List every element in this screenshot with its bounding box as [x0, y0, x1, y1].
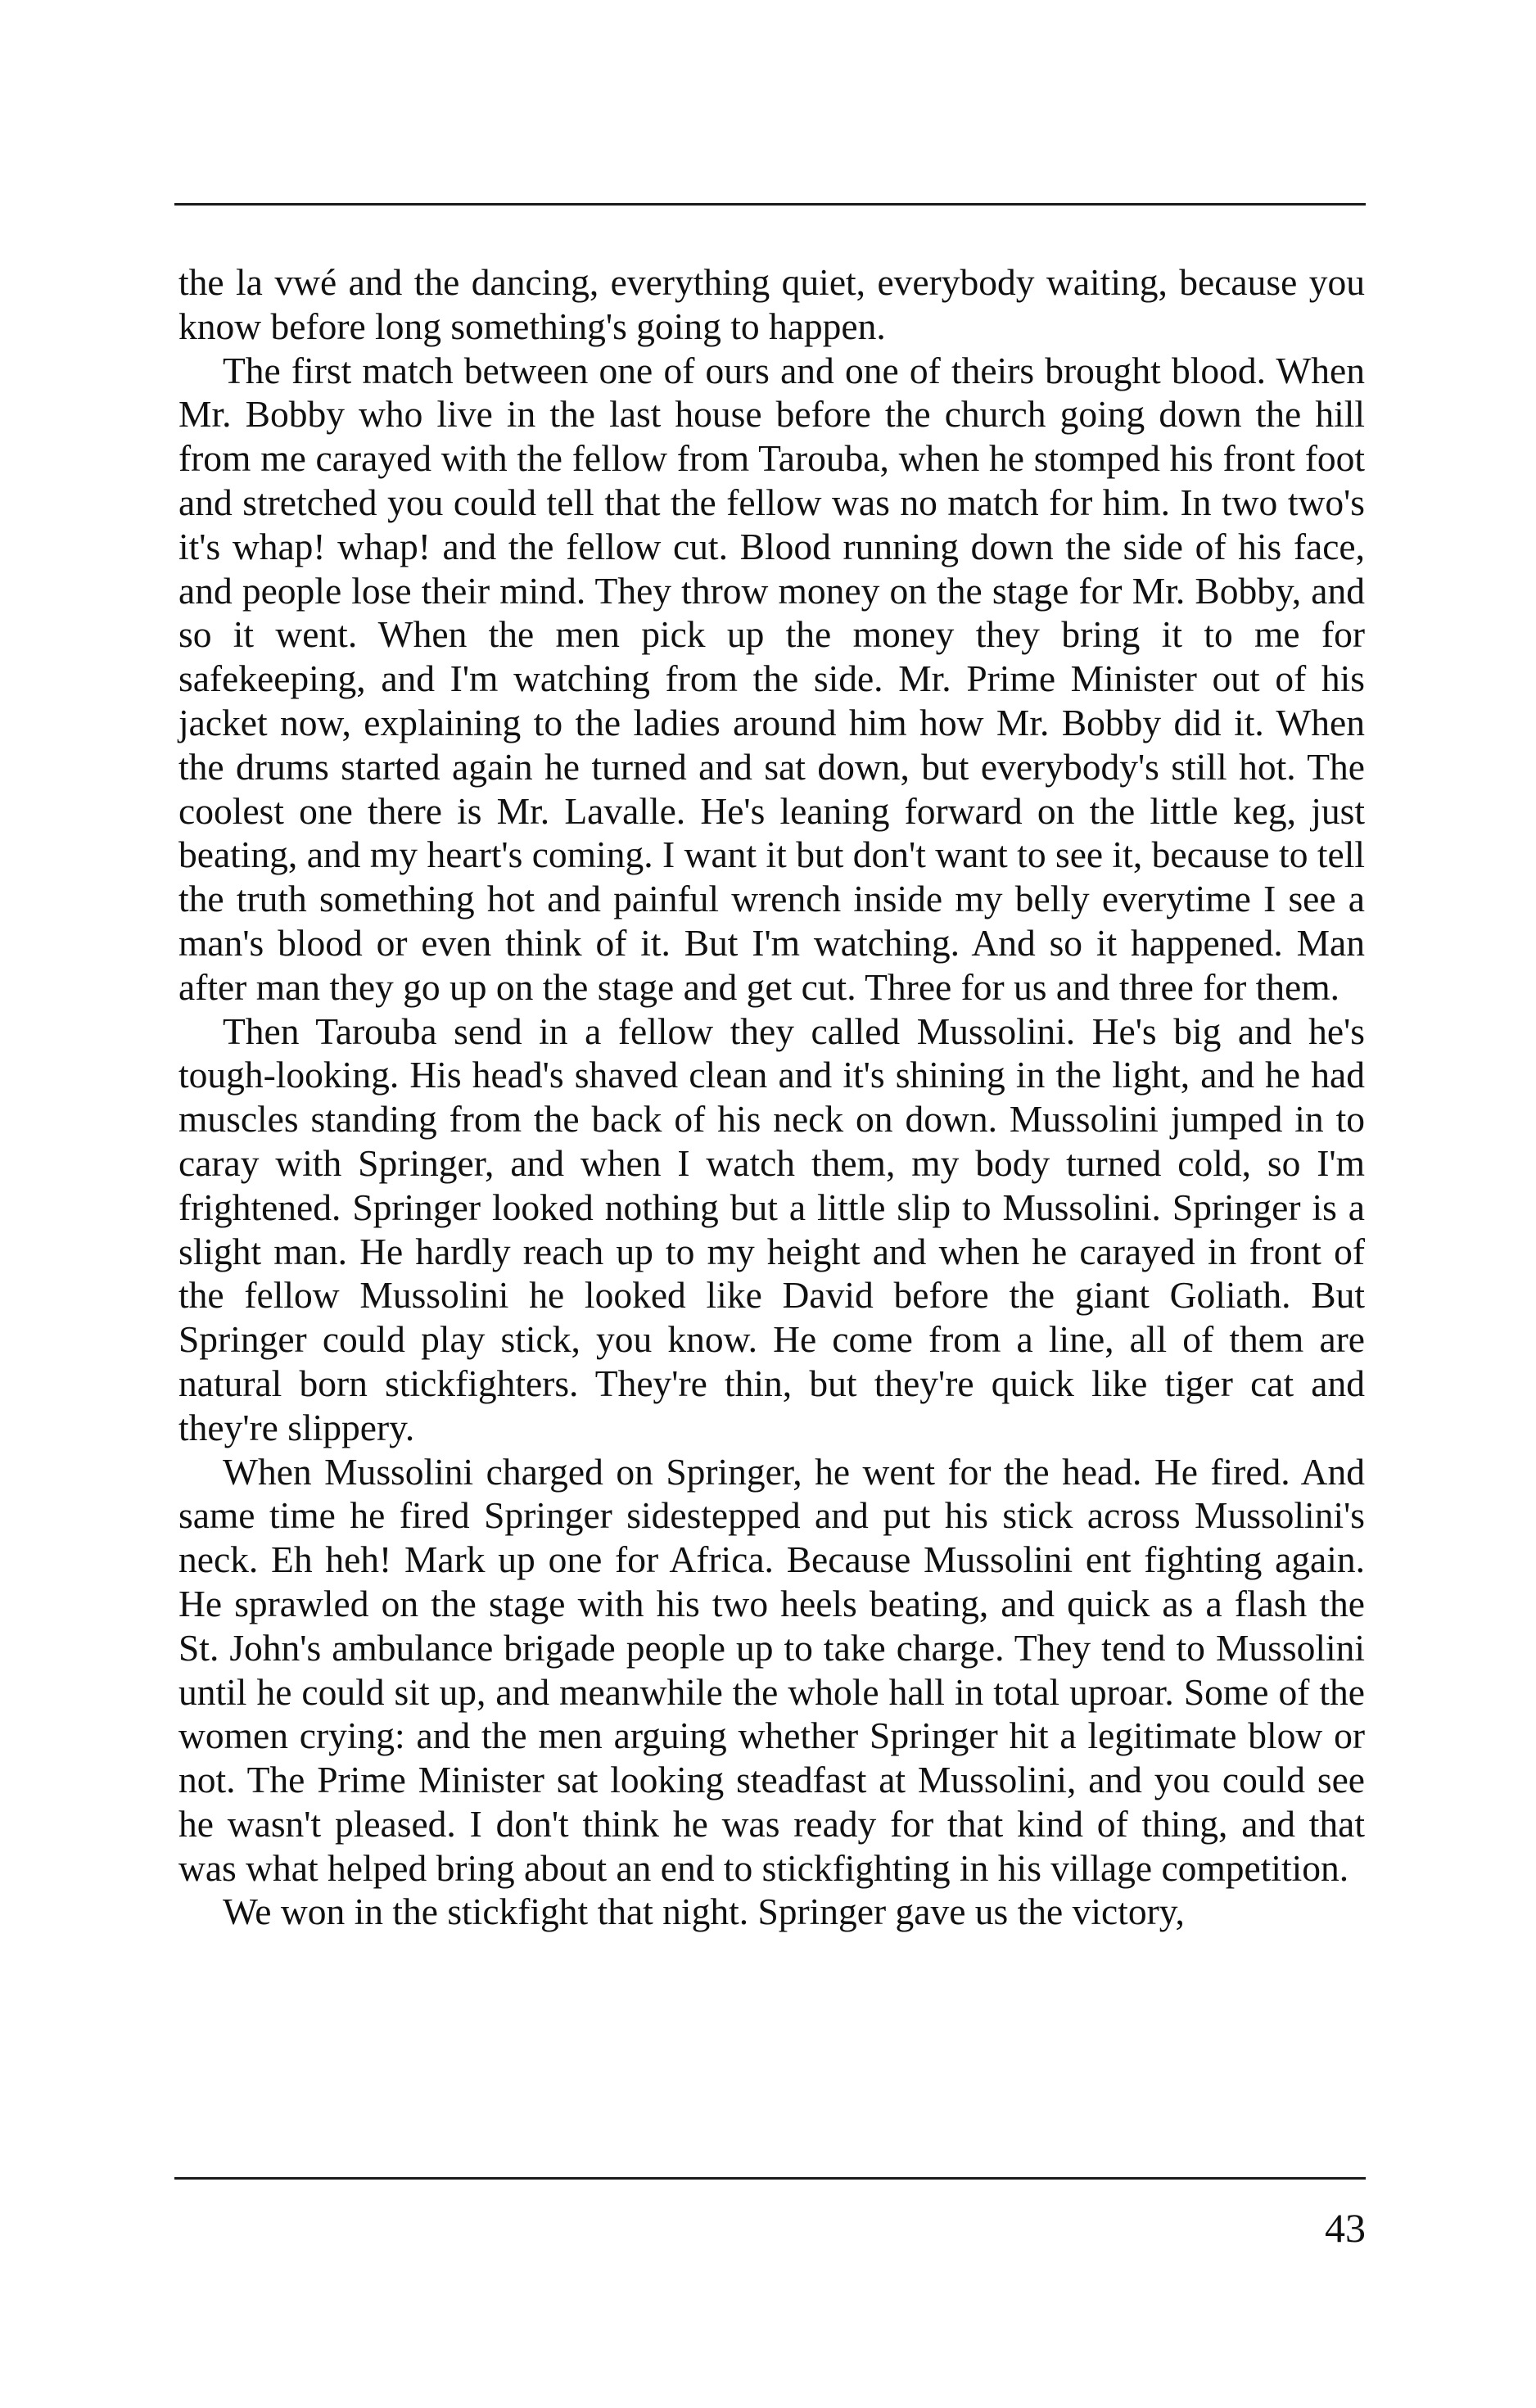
- top-rule: [174, 203, 1366, 206]
- paragraph-3: Then Tarouba send in a fellow they called Mussolini. He's big and he's tough-looking. His head's shaved clean and it's shining in the light, and he had muscles standing from the back of his neck on down. Mussolini jumped in to caray with Springer, and when I watch them, my body turned cold, so I'm frightened. Springer looked nothing but a little slip to Mussolini. Springer is a slight man. He hardly reach up to my height and when he carayed in front of the fellow Mussolini he looked like David before the giant Goliath. But Springer could play stick, you know. He come from a line, all of them are natural born stickfighters. They're thin, but they're quick like tiger cat and they're slippery.: [178, 1010, 1365, 1448]
- body-text: [178, 260, 1365, 1934]
- page-number: 43: [1325, 2205, 1366, 2251]
- paragraph-2: The first match between one of ours and one of theirs brought blood. When Mr. Bobby who live in the last house before the church going down the hill from me carayed with the fellow from Tarouba, when he stomped his front foot and stretched you could tell that the fellow was no match for him. In two two's it's whap! whap! and the fellow cut. Blood running down the side of his face, and people lose their mind. They throw money on the stage for Mr. Bobby, and so it went. When the men pick up the money they bring it to me for safekeeping, and I'm watching from the side. Mr. Prime Minister out of his jacket now, explaining to the ladies around him how Mr. Bobby did it. When the drums started again he turned and sat down, but everybody's still hot. The coolest one there is Mr. Lavalle. He's leaning forward on the little keg, just beating, and my heart's coming. I want it but don't want to see it, because to tell the truth something hot and painful wrench inside my belly everytime I see a man's blood or even think of it. But I'm watching. And so it happened. Man after man they go up on the stage and get cut. Three for us and three for them.: [178, 349, 1365, 1008]
- paragraph-1: the la vwé and the dancing, everything quiet, everybody waiting, because you know before long something's going to happen.: [178, 261, 1365, 347]
- bottom-rule: [174, 2177, 1366, 2180]
- paragraph-4: When Mussolini charged on Springer, he went for the head. He fired. And same time he fired Springer sidestepped and put his stick across Mussolini's neck. Eh heh! Mark up one for Africa. Because Mussolini ent fighting again. He sprawled on the stage with his two heels beating, and quick as a flash the St. John's ambulance brigade people up to take charge. They tend to Mussolini until he could sit up, and meanwhile the whole hall in total uproar. Some of the women crying: and the men arguing whether Springer hit a legitimate blow or not. The Prime Minister sat looking steadfast at Mussolini, and you could see he wasn't pleased. I don't think he was ready for that kind of thing, and that was what helped bring about an end to stickfighting in his village competition.: [178, 1450, 1365, 1889]
- paragraph-5: We won in the stickfight that night. Springer gave us the victory,: [223, 1891, 1185, 1933]
